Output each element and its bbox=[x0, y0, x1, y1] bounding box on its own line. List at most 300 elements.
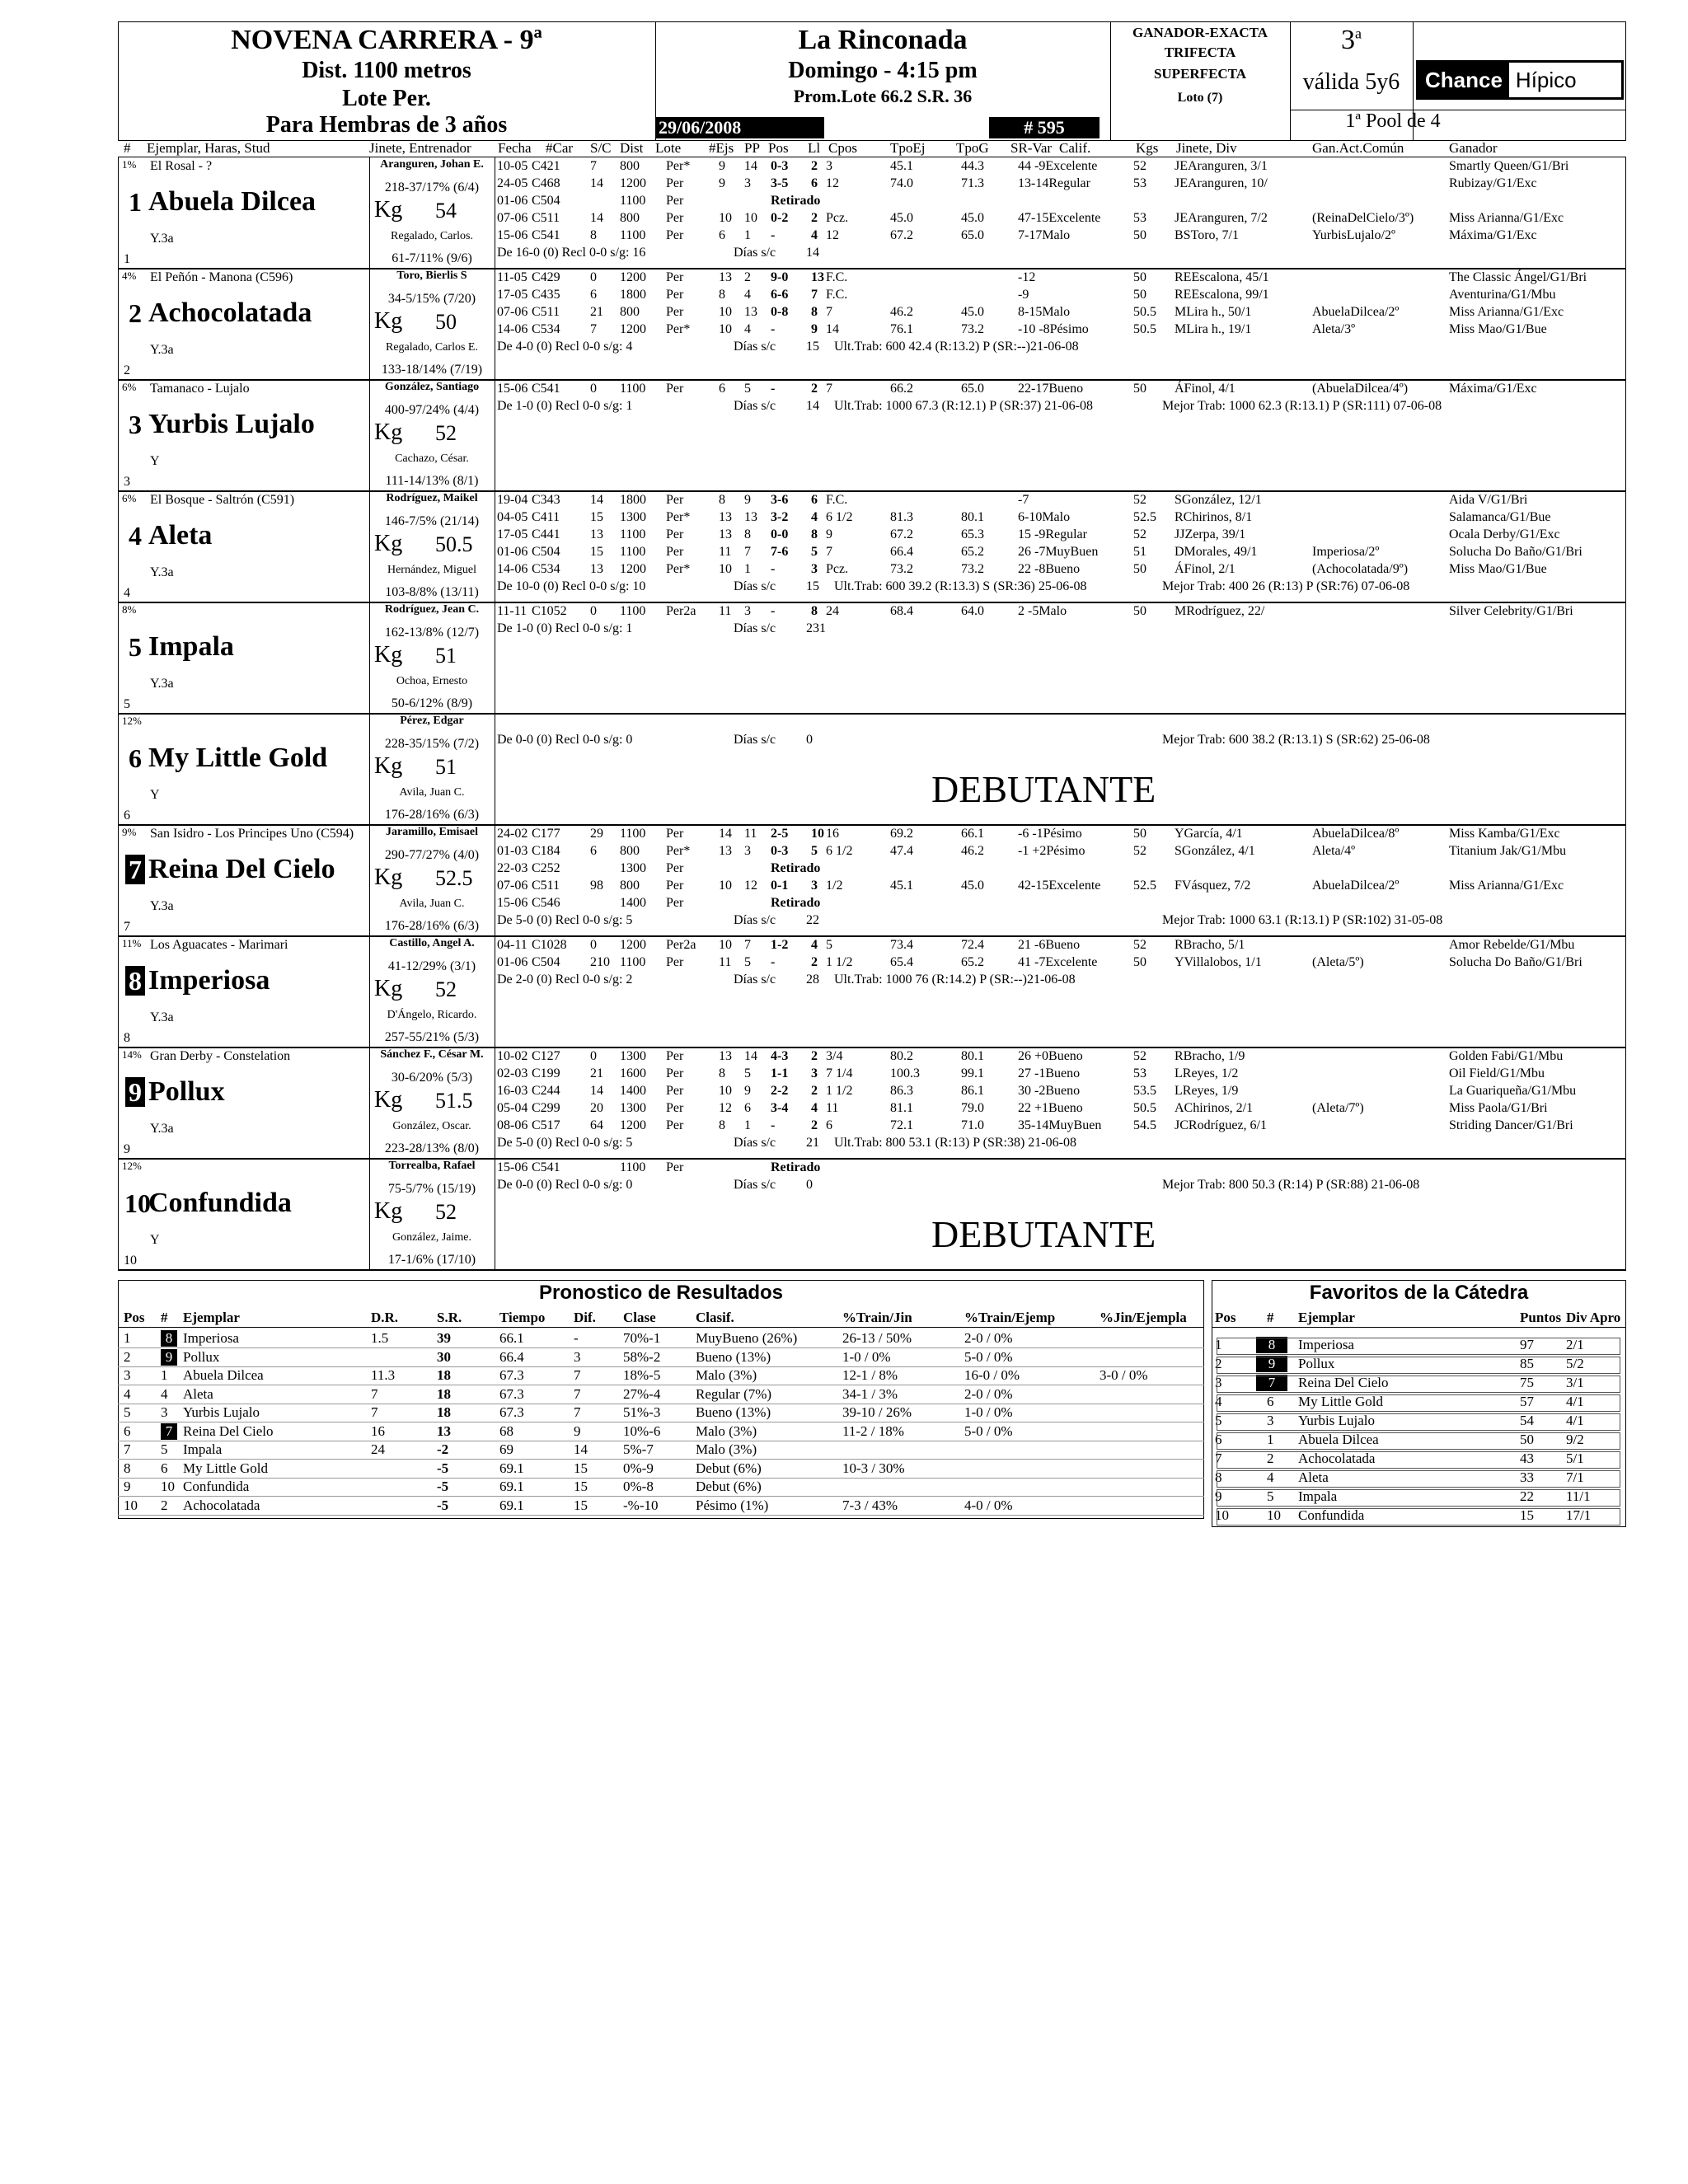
past-race-sr: 22 +1Bueno bbox=[1018, 1101, 1083, 1115]
past-race-lo: Per bbox=[666, 382, 684, 396]
past-race-sr: -7 bbox=[1018, 493, 1029, 507]
past-race-wi: Titanium Jak/G1/Mbu bbox=[1449, 844, 1567, 858]
horse-post: 1 bbox=[124, 252, 130, 266]
past-race-ji: RBracho, 5/1 bbox=[1175, 938, 1245, 952]
favoritos-cell: 43 bbox=[1520, 1451, 1534, 1466]
past-race-tg: 80.1 bbox=[961, 1049, 984, 1063]
horse-stud: El Peñón - Manona (C596) bbox=[150, 270, 293, 284]
horse-stud: Gran Derby - Constelation bbox=[150, 1049, 291, 1063]
past-race-kg: 51 bbox=[1133, 545, 1146, 559]
pronostico-cell: 0%-8 bbox=[623, 1479, 654, 1494]
horse-stud: San Isidro - Los Principes Uno (C594) bbox=[150, 827, 354, 841]
horse-block bbox=[118, 602, 1626, 714]
days-label: Días s/c bbox=[734, 972, 776, 987]
past-race-po: Retirado bbox=[771, 861, 821, 875]
favoritos-row-frame bbox=[1217, 1376, 1620, 1393]
past-race-po: 0-3 bbox=[771, 159, 789, 173]
past-race-cp: Pcz. bbox=[826, 211, 849, 225]
past-race-cp: 7 bbox=[826, 305, 832, 319]
past-race-ji: RBracho, 1/9 bbox=[1175, 1049, 1245, 1063]
past-race-di: 1100 bbox=[620, 194, 646, 208]
past-race-kg: 53 bbox=[1133, 211, 1146, 225]
past-race-te: 72.1 bbox=[890, 1118, 913, 1132]
jockey-name: Rodríguez, Jean C. bbox=[384, 603, 480, 616]
pronostico-cell: 6 bbox=[124, 1422, 131, 1439]
pronostico-cell: 69 bbox=[499, 1441, 513, 1457]
past-race-kg: 50 bbox=[1133, 228, 1146, 242]
past-race-sr: 8-15Malo bbox=[1018, 305, 1071, 319]
pronostico-cell: -5 bbox=[437, 1479, 449, 1494]
past-race-car: C184 bbox=[532, 844, 560, 858]
past-race-lo: Per2a bbox=[666, 938, 696, 952]
bet-type-1: GANADOR-EXACTA bbox=[1132, 25, 1268, 40]
past-race-kg: 50.5 bbox=[1133, 1101, 1156, 1115]
pronostico-row-divider bbox=[118, 1496, 1204, 1497]
favoritos-cell: Pollux bbox=[1298, 1356, 1335, 1371]
past-race-po: - bbox=[771, 955, 776, 969]
pronostico-cell: 4 bbox=[124, 1385, 131, 1402]
past-race-fe: 17-05 bbox=[497, 527, 528, 541]
past-race-fe: 04-11 bbox=[497, 938, 528, 952]
trainer-stats: 50-6/12% (8/9) bbox=[391, 696, 473, 710]
past-race-kg: 50 bbox=[1133, 827, 1146, 841]
past-race-te: 45.1 bbox=[890, 159, 913, 173]
past-race-tg: 45.0 bbox=[961, 305, 984, 319]
favoritos-cell: 9/2 bbox=[1566, 1432, 1584, 1447]
favoritos-row-frame bbox=[1217, 1489, 1620, 1507]
past-race-car: C504 bbox=[532, 194, 560, 208]
past-race-di: 1300 bbox=[620, 1101, 646, 1115]
past-race-ga: (Aleta/5º) bbox=[1312, 955, 1364, 969]
pronostico-cell: 5 bbox=[161, 1441, 168, 1457]
past-race-sr: -6 -1Pésimo bbox=[1018, 827, 1082, 841]
past-race-di: 1300 bbox=[620, 861, 646, 875]
pronostico-cell: 4-0 / 0% bbox=[964, 1497, 1013, 1513]
column-header: Calif. bbox=[1059, 140, 1091, 156]
favoritos-cell: 9 bbox=[1215, 1488, 1222, 1504]
horse-number-badge: 9 bbox=[125, 1077, 145, 1107]
days-label: Días s/c bbox=[734, 1178, 776, 1192]
past-race-ej: 10 bbox=[719, 938, 732, 952]
favoritos-cell: 2 bbox=[1215, 1356, 1222, 1371]
pronostico-cell: 11.3 bbox=[371, 1367, 396, 1383]
past-race-ji: MLira h., 19/1 bbox=[1175, 322, 1252, 336]
past-race-wi: Solucha Do Baño/G1/Bri bbox=[1449, 955, 1582, 969]
pronostico-cell: Malo (3%) bbox=[696, 1422, 757, 1439]
weight-value: 54 bbox=[435, 199, 457, 223]
past-race-cp: 1 1/2 bbox=[826, 955, 853, 969]
past-race-sc: 15 bbox=[590, 545, 603, 559]
past-race-sc: 0 bbox=[590, 270, 597, 284]
favoritos-cell: 5 bbox=[1215, 1413, 1222, 1428]
horse-probability: 11% bbox=[122, 937, 142, 949]
past-race-tg: 45.0 bbox=[961, 879, 984, 893]
past-race-po: 1-1 bbox=[771, 1066, 789, 1080]
column-header: #Car bbox=[546, 140, 574, 156]
pronostico-cell: Imperiosa bbox=[183, 1330, 239, 1346]
days-label: Días s/c bbox=[734, 340, 776, 354]
horse-probability: 8% bbox=[122, 603, 137, 616]
past-race-fe: 04-05 bbox=[497, 510, 528, 524]
best-workout: Mejor Trab: 1000 62.3 (R:13.1) P (SR:111) 07-06-08 bbox=[1162, 399, 1442, 413]
days-value: 21 bbox=[806, 1136, 819, 1150]
favoritos-row-frame bbox=[1217, 1451, 1620, 1469]
jockey-name: González, Santiago bbox=[384, 381, 480, 393]
horse-post: 5 bbox=[124, 697, 130, 711]
past-race-di: 1800 bbox=[620, 493, 646, 507]
past-race-tg: 72.4 bbox=[961, 938, 984, 952]
favoritos-title: Favoritos de la Cátedra bbox=[1309, 1282, 1529, 1304]
horse-sex-age: Y bbox=[150, 1233, 160, 1247]
favoritos-cell: 10 bbox=[1215, 1507, 1229, 1523]
past-race-di: 1400 bbox=[620, 896, 646, 910]
past-race-ll: 3 bbox=[811, 1066, 818, 1080]
past-race-di: 1100 bbox=[620, 545, 646, 559]
record-summary: De 0-0 (0) Recl 0-0 s/g: 0 bbox=[497, 1178, 633, 1192]
favoritos-cell: 57 bbox=[1520, 1394, 1534, 1409]
past-race-kg: 53 bbox=[1133, 1066, 1146, 1080]
pronostico-header: Clasif. bbox=[696, 1310, 734, 1325]
past-race-tg: 65.0 bbox=[961, 228, 984, 242]
past-race-kg: 53 bbox=[1133, 176, 1146, 190]
favoritos-cell: 3/1 bbox=[1566, 1375, 1584, 1390]
past-race-wi: Miss Mao/G1/Bue bbox=[1449, 322, 1547, 336]
past-race-pp: 9 bbox=[744, 493, 751, 507]
past-race-di: 1200 bbox=[620, 270, 646, 284]
past-race-kg: 52.5 bbox=[1133, 510, 1156, 524]
last-workout: Ult.Trab: 600 42.4 (R:13.2) P (SR:--)21-06-08 bbox=[834, 340, 1079, 354]
horse-probability: 6% bbox=[122, 492, 137, 504]
past-race-ji: MLira h., 50/1 bbox=[1175, 305, 1252, 319]
past-race-ga: (Aleta/7º) bbox=[1312, 1101, 1364, 1115]
past-race-di: 1200 bbox=[620, 562, 646, 576]
horse-probability: 6% bbox=[122, 381, 137, 393]
past-race-fe: 05-04 bbox=[497, 1101, 528, 1115]
past-race-ll: 10 bbox=[811, 827, 824, 841]
column-header: # bbox=[124, 140, 131, 156]
trainer-name: Regalado, Carlos. bbox=[391, 230, 473, 242]
horse-post: 2 bbox=[124, 363, 130, 377]
past-race-di: 1300 bbox=[620, 510, 646, 524]
past-race-lo: Per bbox=[666, 305, 684, 319]
pronostico-header: Ejemplar bbox=[183, 1310, 240, 1325]
track-name: La Rinconada bbox=[798, 25, 968, 55]
past-race-pp: 10 bbox=[744, 211, 757, 225]
pronostico-cell: 26-13 / 50% bbox=[842, 1330, 912, 1346]
favoritos-row-frame bbox=[1217, 1338, 1620, 1355]
past-race-te: 66.4 bbox=[890, 545, 913, 559]
pronostico-cell: 69.1 bbox=[499, 1479, 524, 1494]
past-race-fe: 16-03 bbox=[497, 1084, 528, 1098]
past-race-te: 69.2 bbox=[890, 827, 913, 841]
past-race-cp: 3 bbox=[826, 159, 832, 173]
past-race-wi: Miss Arianna/G1/Exc bbox=[1449, 305, 1564, 319]
pronostico-cell: 2 bbox=[124, 1348, 131, 1365]
past-race-lo: Per bbox=[666, 228, 684, 242]
column-header: TpoG bbox=[956, 140, 989, 156]
record-summary: De 10-0 (0) Recl 0-0 s/g: 10 bbox=[497, 579, 646, 593]
pronostico-cell: 15 bbox=[574, 1497, 588, 1513]
past-race-ll: 2 bbox=[811, 1049, 818, 1063]
favoritos-cell: 75 bbox=[1520, 1375, 1534, 1390]
past-race-ll: 2 bbox=[811, 1084, 818, 1098]
favoritos-cell: 7 bbox=[1256, 1375, 1287, 1391]
past-race-car: C421 bbox=[532, 159, 560, 173]
pronostico-cell: 5-0 / 0% bbox=[964, 1348, 1013, 1365]
weight-value: 50 bbox=[435, 310, 457, 334]
pronostico-cell: 66.1 bbox=[499, 1330, 524, 1346]
past-race-ej: 9 bbox=[719, 176, 725, 190]
past-race-sc: 21 bbox=[590, 1066, 603, 1080]
past-race-lo: Per bbox=[666, 1160, 684, 1174]
past-race-ej: 13 bbox=[719, 844, 732, 858]
past-race-te: 73.4 bbox=[890, 938, 913, 952]
past-race-sr: 26 +0Bueno bbox=[1018, 1049, 1083, 1063]
past-race-wi: Golden Fabi/G1/Mbu bbox=[1449, 1049, 1564, 1063]
weight-value: 52 bbox=[435, 977, 457, 1001]
past-race-pp: 4 bbox=[744, 288, 751, 302]
horse-number-badge: 7 bbox=[125, 855, 145, 884]
past-race-cp: 5 bbox=[826, 938, 832, 952]
trainer-stats: 103-8/8% (13/11) bbox=[385, 585, 479, 599]
past-race-po: 6-6 bbox=[771, 288, 789, 302]
favoritos-cell: 17/1 bbox=[1566, 1507, 1592, 1523]
pronostico-cell: -%-10 bbox=[623, 1497, 659, 1513]
horse-block bbox=[118, 269, 1626, 380]
past-race-kg: 50 bbox=[1133, 562, 1146, 576]
past-race-ji: JEAranguren, 10/ bbox=[1175, 176, 1268, 190]
weight-value: 50.5 bbox=[435, 532, 473, 556]
past-race-car: C511 bbox=[532, 211, 560, 225]
past-race-sr: 13-14Regular bbox=[1018, 176, 1090, 190]
past-race-lo: Per bbox=[666, 493, 684, 507]
past-race-sr: -10 -8Pésimo bbox=[1018, 322, 1089, 336]
jockey-stats: 400-97/24% (4/4) bbox=[384, 403, 480, 417]
pronostico-header: Tiempo bbox=[499, 1310, 546, 1325]
past-race-car: C541 bbox=[532, 382, 560, 396]
past-race-wi: Miss Arianna/G1/Exc bbox=[1449, 879, 1564, 893]
pronostico-cell: 10 bbox=[124, 1497, 138, 1513]
past-race-ll: 4 bbox=[811, 228, 818, 242]
debut-label: DEBUTANTE bbox=[931, 1213, 1156, 1255]
pronostico-cell: 15 bbox=[574, 1479, 588, 1494]
jockey-name: Rodríguez, Maikel bbox=[386, 492, 478, 504]
past-race-wi: Solucha Do Baño/G1/Bri bbox=[1449, 545, 1582, 559]
past-race-sr: 47-15Excelente bbox=[1018, 211, 1101, 225]
past-race-wi: Máxima/G1/Exc bbox=[1449, 228, 1537, 242]
past-race-ll: 4 bbox=[811, 938, 818, 952]
favoritos-cell: 9 bbox=[1256, 1356, 1287, 1372]
past-race-car: C1028 bbox=[532, 938, 567, 952]
past-race-pp: 9 bbox=[744, 1084, 751, 1098]
past-race-ll: 2 bbox=[811, 382, 818, 396]
pronostico-cell: Impala bbox=[183, 1441, 223, 1457]
past-race-wi: Rubizay/G1/Exc bbox=[1449, 176, 1537, 190]
pronostico-row-divider bbox=[118, 1347, 1204, 1348]
past-race-car: C343 bbox=[532, 493, 560, 507]
past-race-te: 45.0 bbox=[890, 211, 913, 225]
horse-sex-age: Y.3a bbox=[150, 343, 174, 357]
horse-name: Imperiosa bbox=[148, 965, 270, 996]
past-race-cp: 11 bbox=[826, 1101, 839, 1115]
past-race-ej: 10 bbox=[719, 879, 732, 893]
past-race-kg: 52 bbox=[1133, 493, 1146, 507]
horse-number-badge: 3 bbox=[129, 409, 142, 439]
past-race-po: 1-2 bbox=[771, 938, 789, 952]
favoritos-cell: 33 bbox=[1520, 1469, 1534, 1485]
past-race-pp: 3 bbox=[744, 176, 751, 190]
past-race-te: 73.2 bbox=[890, 562, 913, 576]
past-race-ll: 8 bbox=[811, 527, 818, 541]
horse-stud: El Bosque - Saltrón (C591) bbox=[150, 493, 295, 507]
pronostico-cell: MuyBueno (26%) bbox=[696, 1330, 798, 1346]
past-race-wi: Miss Mao/G1/Bue bbox=[1449, 562, 1547, 576]
past-race-tg: 79.0 bbox=[961, 1101, 984, 1115]
trainer-stats: 223-28/13% (8/0) bbox=[384, 1141, 480, 1155]
favoritos-header: Ejemplar bbox=[1298, 1310, 1355, 1325]
past-race-ej: 8 bbox=[719, 493, 725, 507]
favoritos-cell: Impala bbox=[1298, 1488, 1338, 1504]
days-label: Días s/c bbox=[734, 246, 776, 260]
jockey-stats: 34-5/15% (7/20) bbox=[387, 292, 476, 306]
past-race-po: - bbox=[771, 604, 776, 618]
past-race-sr: -12 bbox=[1018, 270, 1036, 284]
past-race-di: 1100 bbox=[620, 827, 646, 841]
pronostico-cell: 67.3 bbox=[499, 1367, 524, 1383]
horse-number-badge: 5 bbox=[129, 631, 142, 662]
past-race-ga: (ReinaDelCielo/3º) bbox=[1312, 211, 1414, 225]
past-race-sr: 15 -9Regular bbox=[1018, 527, 1087, 541]
past-race-ga: AbuelaDilcea/8º bbox=[1312, 827, 1400, 841]
trainer-stats: 61-7/11% (9/6) bbox=[392, 251, 472, 265]
days-label: Días s/c bbox=[734, 621, 776, 635]
past-race-sr: 35-14MuyBuen bbox=[1018, 1118, 1102, 1132]
past-race-ga: AbuelaDilcea/2º bbox=[1312, 305, 1400, 319]
past-race-sc: 14 bbox=[590, 211, 603, 225]
days-value: 15 bbox=[806, 579, 819, 593]
past-race-car: C199 bbox=[532, 1066, 560, 1080]
past-race-wi: Miss Arianna/G1/Exc bbox=[1449, 211, 1564, 225]
pronostico-cell: 70%-1 bbox=[623, 1330, 661, 1346]
race-condition: Para Hembras de 3 años bbox=[265, 112, 508, 138]
past-race-ej: 11 bbox=[719, 604, 732, 618]
past-race-te: 100.3 bbox=[890, 1066, 920, 1080]
past-race-sr: 22 -8Bueno bbox=[1018, 562, 1081, 576]
past-race-tg: 99.1 bbox=[961, 1066, 984, 1080]
horse-block-divider bbox=[118, 1270, 1626, 1271]
past-race-tg: 80.1 bbox=[961, 510, 984, 524]
past-race-ll: 2 bbox=[811, 211, 818, 225]
past-race-tg: 45.0 bbox=[961, 211, 984, 225]
weight-value: 51 bbox=[435, 644, 457, 668]
past-race-cp: 7 bbox=[826, 545, 832, 559]
past-race-ll: 2 bbox=[811, 1118, 818, 1132]
past-race-pp: 5 bbox=[744, 955, 751, 969]
favoritos-cell: 7/1 bbox=[1566, 1469, 1584, 1485]
past-race-po: - bbox=[771, 382, 776, 396]
past-race-te: 76.1 bbox=[890, 322, 913, 336]
past-race-lo: Per bbox=[666, 955, 684, 969]
pronostico-cell: 66.4 bbox=[499, 1348, 524, 1365]
horse-name: Reina Del Cielo bbox=[148, 854, 335, 884]
past-race-lo: Per* bbox=[666, 844, 691, 858]
past-race-fe: 15-06 bbox=[497, 896, 528, 910]
past-race-lo: Per bbox=[666, 270, 684, 284]
jockey-name: Toro, Bierlis S bbox=[396, 269, 467, 282]
past-race-lo: Per bbox=[666, 194, 684, 208]
past-race-ll: 13 bbox=[811, 270, 824, 284]
past-race-po: 2-2 bbox=[771, 1084, 789, 1098]
past-race-lo: Per bbox=[666, 896, 684, 910]
favoritos-row-frame bbox=[1217, 1413, 1620, 1431]
pronostico-header: D.R. bbox=[371, 1310, 399, 1325]
column-header: Fecha bbox=[498, 140, 532, 156]
past-race-sc: 0 bbox=[590, 1049, 597, 1063]
best-workout: Mejor Trab: 1000 63.1 (R:13.1) P (SR:102) 31-05-08 bbox=[1162, 913, 1443, 927]
horse-name: Aleta bbox=[148, 520, 213, 551]
pronostico-cell: -5 bbox=[437, 1460, 449, 1476]
past-race-pp: 13 bbox=[744, 510, 757, 524]
favoritos-cell: 8 bbox=[1256, 1337, 1287, 1353]
past-race-kg: 50 bbox=[1133, 955, 1146, 969]
past-race-fe: 07-06 bbox=[497, 211, 528, 225]
past-race-ej: 6 bbox=[719, 228, 725, 242]
past-race-wi: Salamanca/G1/Bue bbox=[1449, 510, 1551, 524]
past-race-pp: 7 bbox=[744, 545, 751, 559]
days-value: 14 bbox=[806, 246, 819, 260]
favoritos-cell: Aleta bbox=[1298, 1469, 1329, 1485]
favoritos-cell: 5 bbox=[1267, 1488, 1274, 1504]
past-race-wi: Silver Celebrity/G1/Bri bbox=[1449, 604, 1573, 618]
past-race-sr: 26 -7MuyBuen bbox=[1018, 545, 1099, 559]
favoritos-cell: Imperiosa bbox=[1298, 1337, 1354, 1352]
past-race-ji: JEAranguren, 3/1 bbox=[1175, 159, 1268, 173]
past-race-pp: 4 bbox=[744, 322, 751, 336]
weight-label: Kg bbox=[374, 531, 403, 556]
past-race-ga: (Achocolatada/9º) bbox=[1312, 562, 1409, 576]
pronostico-cell: 7 bbox=[124, 1441, 131, 1457]
past-race-ll: 8 bbox=[811, 305, 818, 319]
past-race-car: C534 bbox=[532, 322, 560, 336]
pronostico-cell: Malo (3%) bbox=[696, 1441, 757, 1457]
past-race-lo: Per bbox=[666, 1084, 684, 1098]
past-race-ej: 10 bbox=[719, 322, 732, 336]
pronostico-cell: 7 bbox=[574, 1404, 581, 1420]
past-race-sc: 7 bbox=[590, 159, 597, 173]
pronostico-cell: 6 bbox=[161, 1460, 168, 1476]
best-workout: Mejor Trab: 600 38.2 (R:13.1) S (SR:62) 25-06-08 bbox=[1162, 733, 1430, 747]
favoritos-cell: 11/1 bbox=[1566, 1488, 1591, 1504]
favoritos-cell: Achocolatada bbox=[1298, 1451, 1376, 1466]
past-race-lo: Per* bbox=[666, 510, 691, 524]
favoritos-cell: 54 bbox=[1520, 1413, 1534, 1428]
past-race-lo: Per bbox=[666, 1118, 684, 1132]
past-race-ji: ÁFinol, 4/1 bbox=[1175, 382, 1236, 396]
past-race-car: C504 bbox=[532, 955, 560, 969]
past-race-cp: F.C. bbox=[826, 493, 848, 507]
pronostico-cell: 9 bbox=[124, 1479, 131, 1494]
past-race-di: 1400 bbox=[620, 1084, 646, 1098]
pronostico-cell: 11-2 / 18% bbox=[842, 1422, 904, 1439]
valid-text: válida 5y6 bbox=[1302, 69, 1400, 95]
past-race-ll: 3 bbox=[811, 879, 818, 893]
pronostico-header: Clase bbox=[623, 1310, 656, 1325]
past-race-cp: 1/2 bbox=[826, 879, 843, 893]
past-race-fe: 14-06 bbox=[497, 562, 528, 576]
past-race-po: 0-0 bbox=[771, 527, 789, 541]
past-race-sr: 30 -2Bueno bbox=[1018, 1084, 1081, 1098]
jockey-stats: 146-7/5% (21/14) bbox=[384, 514, 480, 528]
